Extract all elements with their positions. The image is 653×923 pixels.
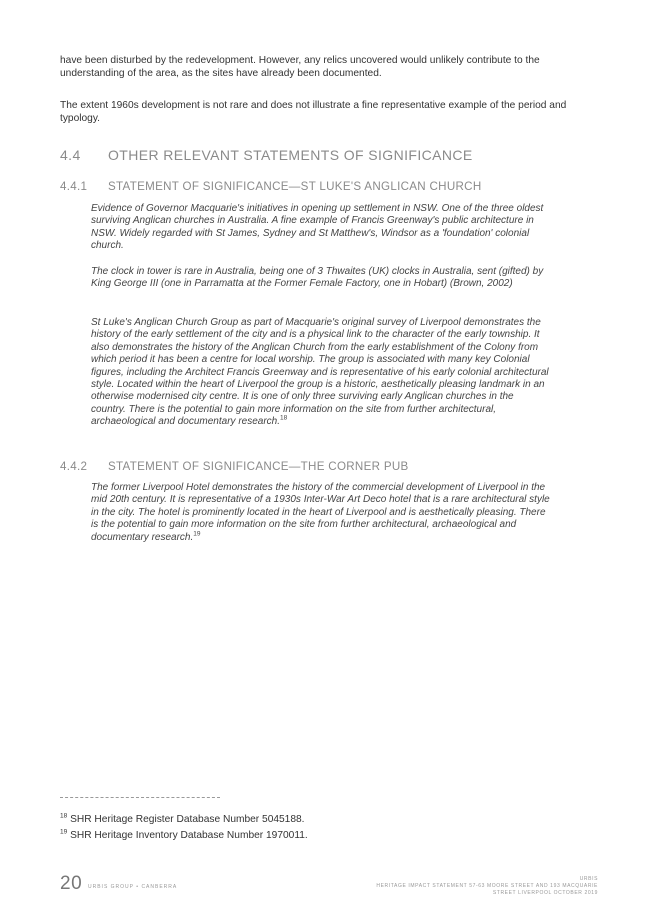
footnote-18 — [60, 814, 305, 825]
footnote-ref-19[interactable]: 19 — [193, 530, 201, 538]
page-number: 20 — [60, 873, 83, 894]
footnote-18-text: SHR Heritage Register Database Number 5045188. — [70, 814, 305, 825]
intro-paragraph-1: have been disturbed by the redevelopment. However, any relics uncovered would unlikely contribute to the understanding of the area, as the sites have already been documented. — [60, 55, 540, 79]
section-heading — [60, 147, 473, 163]
footnote-19-number: 19 — [60, 828, 68, 836]
subsection-2-title: STATEMENT OF SIGNIFICANCE—THE CORNER PUB — [108, 460, 409, 473]
section-number: 4.4 — [60, 147, 81, 163]
footer-line-2: HERITAGE IMPACT STATEMENT 57-63 MOORE STREET AND 193 MACQUARIE — [376, 883, 598, 889]
corner-pub-paragraph-text: The former Liverpool Hotel demonstrates the history of the commercial development of Liverpool in the mid 20th century. It is representative of a 1930s Inter-War Art Deco hotel that is a rare architectural style in the city. The hotel is prominently located in the heart of Liverpool and is aesthetically pleasing. There is the potential to gain more information on the site from further architectural, archaeological and documentary research. — [91, 482, 550, 543]
subsection-2-number: 4.4.2 — [60, 460, 88, 473]
st-lukes-paragraph-3-text: St Luke's Anglican Church Group as part of Macquarie's original survey of Liverpool demonstrates the history of the early settlement of the city and is a physical link to the character of the early township. It also demonstrates the history of the Anglican Church from the early establishment of the Colony from which period it has been a centre for local worship. The group is associated with many key Colonial figures, including the Architect Francis Greenway and is representative of his early colonial architectural style. Located within the heart of Liverpool the group is a historic, aesthetically pleasing landmark in an otherwise modernised city centre. It is one of only three surviving early Anglican churches in the country. There is the potential to gain more information on the site from further architectural, archaeological and documentary research. — [91, 317, 549, 428]
subsection-heading-1 — [60, 180, 482, 193]
subsection-1-title: STATEMENT OF SIGNIFICANCE—ST LUKE'S ANGLICAN CHURCH — [108, 180, 482, 193]
subsection-1-number: 4.4.1 — [60, 180, 88, 193]
footer-brand: URBIS GROUP • CANBERRA — [88, 884, 178, 890]
footer-line-3: STREET LIVERPOOL OCTOBER 2019 — [492, 890, 598, 896]
intro-paragraph-2: The extent 1960s development is not rare and does not illustrate a fine representative example of the period and typology. — [60, 100, 567, 124]
section-title: OTHER RELEVANT STATEMENTS OF SIGNIFICANCE — [108, 147, 473, 163]
st-lukes-paragraph-1: Evidence of Governor Macquarie's initiatives in opening up settlement in NSW. One of the three oldest surviving Anglican churches in Australia. A fine example of Francis Greenway's public architecture in NSW. Widely regarded with St James, Sydney and St Matthew's, Windsor as a 'foundation' colonial church. — [91, 203, 544, 252]
footnote-19 — [60, 830, 308, 841]
st-lukes-paragraph-2: The clock in tower is rare in Australia, being one of 3 Thwaites (UK) clocks in Australia, sent (gifted) by King George III (one in Parramatta at the Former Female Factory, one in Hobart) (Brown, 2002) — [91, 266, 544, 290]
footer-line-1: URBIS — [579, 876, 598, 882]
subsection-heading-2 — [60, 460, 409, 473]
footnote-19-text: SHR Heritage Inventory Database Number 1970011. — [70, 830, 308, 841]
corner-pub-paragraph — [91, 482, 551, 544]
footnote-18-number: 18 — [60, 812, 68, 820]
footnote-ref-18[interactable]: 18 — [280, 414, 288, 422]
footer-document-info — [268, 876, 598, 897]
footnote-divider — [60, 797, 220, 798]
st-lukes-paragraph-3 — [91, 317, 551, 429]
